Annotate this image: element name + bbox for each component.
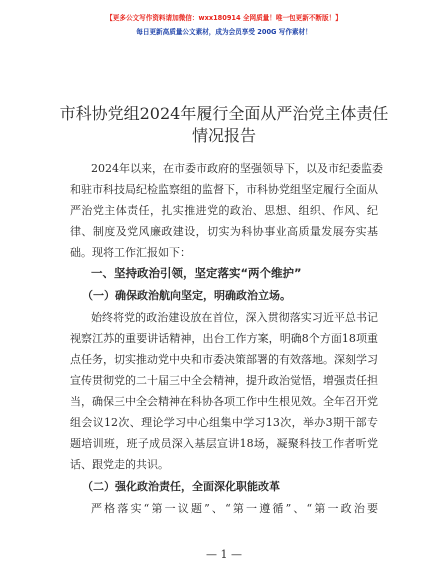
section-heading-1: 一、坚持政治引领，坚定落实“两个维护”	[91, 266, 302, 280]
subsection-heading-1: （一）确保政治航向坚定，明确政治立场。	[82, 289, 291, 302]
subsection-heading-2: （二）强化政治责任，全面深化职能改革	[82, 480, 280, 493]
body-line-2: 视察江苏的重要讲话精神，出台工作方案，明确8个方面18项重	[70, 332, 378, 345]
promo-banner-line1: 【更多公文写作资料请加微信：wxx180914 全网质量！唯一包更新不断版！】	[106, 14, 342, 22]
intro-line-5: 础。现将工作汇报如下：	[70, 246, 191, 259]
intro-line-1: 2024年以来，在市委市政府的坚强领导下，以及市纪委监委	[91, 162, 383, 175]
intro-line-2: 和驻市科技局纪检监察组的监督下，市科协党组坚定履行全面从	[70, 183, 378, 196]
document-title-line2: 情况报告	[191, 126, 256, 145]
intro-line-4: 律、制度及党风廉政建设，切实为科协事业高质量发展夯实基	[70, 225, 378, 238]
body-line-9: 严格落实“第一议题”、“第一遵循”、“第一政治要	[91, 502, 378, 515]
promo-banner-line2: 每日更新高质量公文素材，成为会员享受 200G 写作素材！	[136, 28, 312, 36]
body-line-8: 话、跟党走的共识。	[70, 458, 169, 471]
body-line-1: 始终将党的政治建设放在首位，深入贯彻落实习近平总书记	[91, 311, 378, 324]
body-line-5: 当，确保三中全会精神在科协各项工作中生根见效。全年召开党	[70, 395, 378, 408]
document-title-line1: 市科协党组2024年履行全面从严治党主体责任	[59, 104, 389, 123]
intro-line-3: 严治党主体责任，扎实推进党的政治、思想、组织、作风、纪	[70, 204, 378, 217]
body-line-3: 点任务，切实推动党中央和市委决策部署的有效落地。深刻学习	[70, 353, 378, 366]
page-number: — 1 —	[206, 548, 242, 561]
body-line-6: 组会议12次、理论学习中心组集中学习13次，举办3期干部专	[70, 416, 378, 429]
body-line-4: 宣传贯彻党的二十届三中全会精神，提升政治觉悟，增强责任担	[70, 374, 378, 387]
body-line-7: 题培训班，班子成员深入基层宣讲18场，凝聚科技工作者听党	[70, 437, 378, 450]
